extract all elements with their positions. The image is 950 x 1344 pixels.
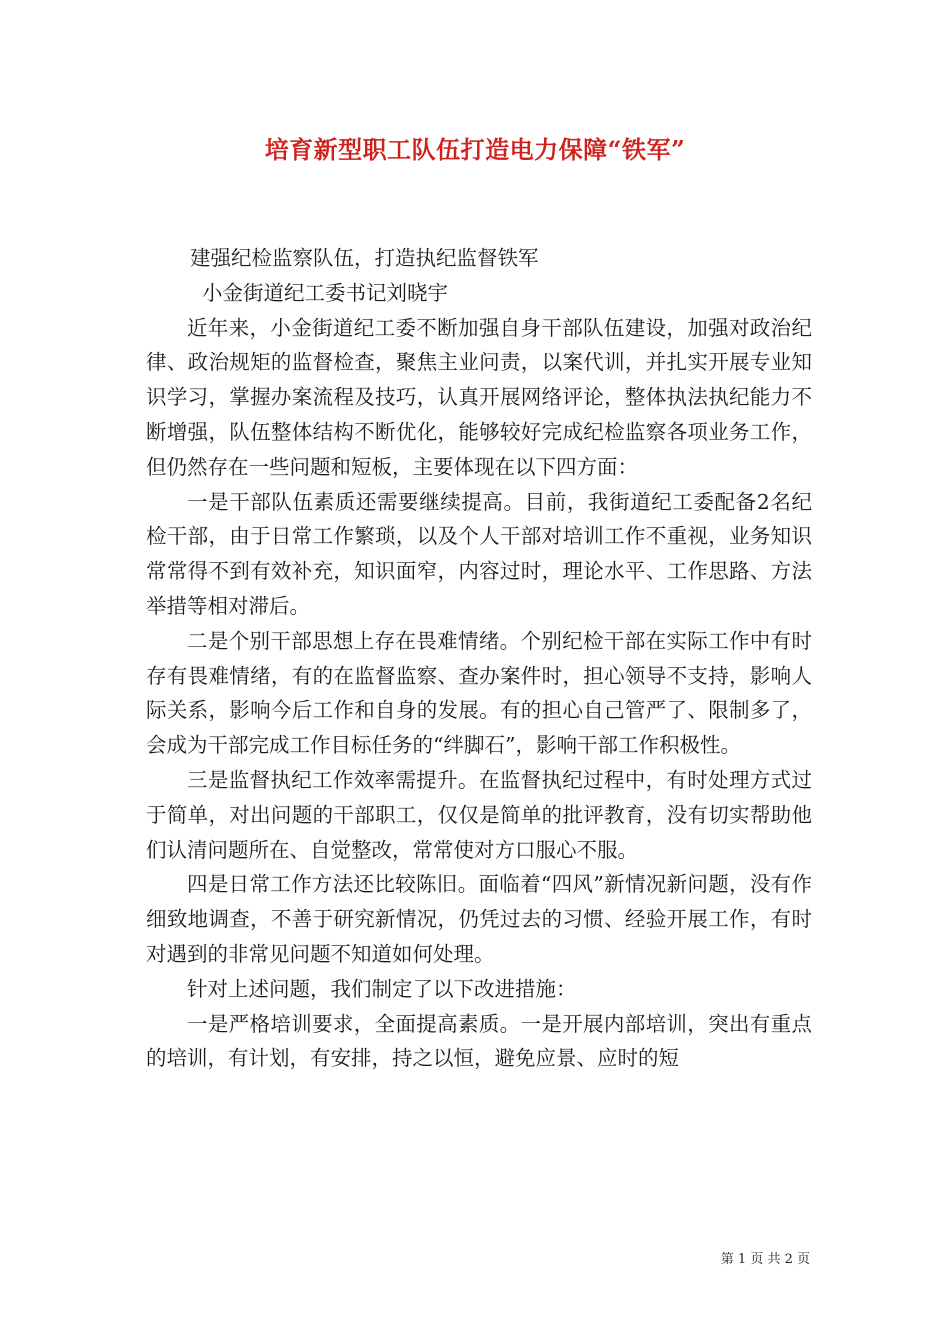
paragraph: 三是监督执纪工作效率需提升。在监督执纪过程中，有时处理方式过于简单，对出问题的干部职工，仅仅是简单的批评教育，没有切实帮助他们认清问题所在、自觉整改，常常使对方口服心不服。	[146, 767, 812, 862]
paragraph: 二是个别干部思想上存在畏难情绪。个别纪检干部在实际工作中有时存有畏难情绪，有的在监督监察、查办案件时，担心领导不支持，影响人际关系，影响今后工作和自身的发展。有的担心自己管严了、限制多了，会成为干部完成工作目标任务的“绊脚石”，影响干部工作积极性。	[146, 628, 812, 758]
document-body	[146, 241, 812, 1076]
paragraph: 近年来，小金街道纪工委不断加强自身干部队伍建设，加强对政治纪律、政治规矩的监督检查，聚焦主业问责，以案代训，并扎实开展专业知识学习，掌握办案流程及技巧，认真开展网络评论，整体执法执纪能力不断增强，队伍整体结构不断优化，能够较好完成纪检监察各项业务工作，但仍然存在一些问题和短板，主要体现在以下四方面：	[146, 315, 812, 479]
paragraph: 一是严格培训要求，全面提高素质。一是开展内部培训，突出有重点的培训，有计划，有安排，持之以恒，避免应景、应时的短	[146, 1011, 812, 1071]
paragraph: 四是日常工作方法还比较陈旧。面临着“四风”新情况新问题，没有作细致地调查，不善于研究新情况，仍凭过去的习惯、经验开展工作，有时对遇到的非常见问题不知道如何处理。	[146, 872, 812, 966]
paragraph: 针对上述问题，我们制定了以下改进措施：	[187, 976, 577, 1001]
page-number: 第 1 页 共 2 页	[720, 1252, 810, 1267]
document-subtitle: 建强纪检监察队伍，打造执纪监督铁军	[190, 246, 539, 270]
paragraph: 一是干部队伍素质还需要继续提高。目前，我街道纪工委配备2名纪检干部，由于日常工作繁琐，以及个人干部对培训工作不重视，业务知识常常得不到有效补充，知识面窄，内容过时，理论水平、工作思路、方法举措等相对滞后。	[146, 489, 812, 618]
document-author: 小金街道纪工委书记刘晓宇	[202, 280, 448, 305]
document-title: 培育新型职工队伍打造电力保障“铁军”	[264, 135, 686, 164]
